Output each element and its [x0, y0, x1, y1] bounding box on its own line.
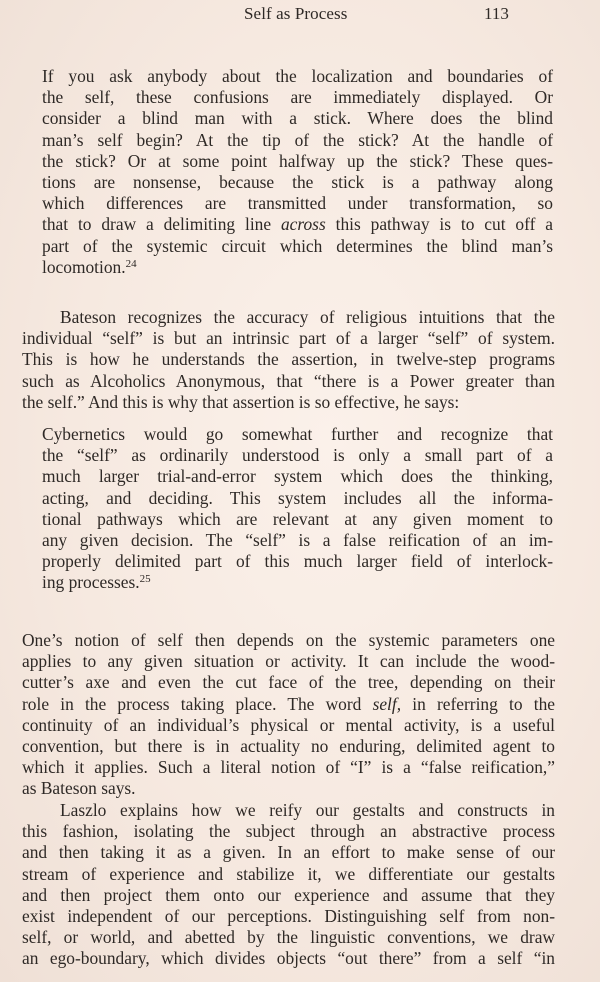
text-line: which differences are transmitted under transformation, so — [42, 193, 553, 214]
text-run: in referring to the — [401, 693, 555, 714]
text-line: as Bateson says. — [22, 778, 136, 799]
text-line: part of the systemic circuit which determines the blind man’s — [42, 235, 553, 256]
text-line: the “self” as ordinarily understood is only a small part of a — [42, 445, 553, 466]
text-run: locomotion. — [42, 256, 126, 277]
text-line: which it applies. Such a literal notion of “I” is a “false reification,” — [22, 757, 555, 778]
paragraph-notion-of-self — [22, 630, 555, 800]
text-line: One’s notion of self then depends on the systemic parameters one — [22, 630, 555, 650]
text-line: an ego-boundary, which divides objects “out there” from a self “in — [22, 948, 555, 969]
text-line: stream of experience and stabilize it, we differentiate our gestalts — [22, 863, 555, 884]
text-line: continuity of an individual’s physical or mental activity, is a useful — [22, 714, 555, 735]
text-line: tions are nonsense, because the stick is a pathway along — [42, 171, 553, 192]
text-line: cutter’s axe and even the cut face of the tree, depending on their — [22, 672, 555, 693]
text-run: role in the process taking place. The word — [22, 693, 373, 714]
block-quote-1 — [42, 66, 553, 278]
text-line: such as Alcoholics Anonymous, that “there is a Power greater than — [22, 370, 555, 391]
text-line — [42, 257, 553, 278]
text-line: acting, and deciding. This system includes all the informa- — [42, 487, 553, 508]
text-line — [22, 694, 555, 715]
text-line: this fashion, isolating the subject through an abstractive process — [22, 821, 555, 842]
block-quote-2 — [42, 424, 553, 594]
text-line: any given decision. The “self” is a false reification of an im- — [42, 529, 553, 550]
emphasis-across: across — [280, 214, 326, 235]
running-head — [0, 2, 600, 26]
text-run: ing processes. — [42, 572, 140, 593]
text-line: Bateson recognizes the accuracy of religious intuitions that the — [60, 307, 555, 327]
text-line: and then taking it as a given. In an effort to make sense of our — [22, 842, 555, 863]
text-line: applies to any given situation or activity. It can include the wood- — [22, 651, 555, 672]
text-run: this pathway is to cut off a — [325, 214, 553, 235]
text-line: convention, but there is in actuality no enduring, delimited agent to — [22, 735, 555, 756]
text-line: If you ask anybody about the localization and boundaries of — [42, 66, 553, 86]
footnote-marker-24[interactable]: 24 — [125, 257, 137, 270]
paragraph-bateson — [22, 307, 555, 413]
text-line: and then project them onto our experience and assume that they — [22, 884, 555, 905]
chapter-title: Self as Process — [244, 4, 348, 23]
text-line: Laszlo explains how we reify our gestalts and constructs in — [60, 800, 555, 820]
emphasis-self: self, — [372, 693, 402, 714]
text-line — [42, 572, 553, 593]
text-line: This is how he understands the assertion, in twelve-step programs — [22, 349, 555, 370]
text-line: much larger trial-and-error system which does the thinking, — [42, 466, 553, 487]
text-line: tional pathways which are relevant at any given moment to — [42, 508, 553, 529]
text-line: the self.” And this is why that assertion is so effective, he says: — [22, 391, 460, 412]
text-line: individual “self” is but an intrinsic part of a larger “self” of system. — [22, 328, 555, 349]
text-run: that to draw a delimiting line — [42, 214, 281, 235]
text-line: man’s self begin? At the tip of the stick? At the handle of — [42, 129, 553, 150]
paragraph-laszlo — [22, 800, 555, 970]
text-line: properly delimited part of this much larger field of interlock- — [42, 551, 553, 572]
text-line: Cybernetics would go somewhat further and recognize that — [42, 424, 553, 444]
footnote-marker-25[interactable]: 25 — [139, 573, 151, 586]
text-line: self, or world, and abetted by the linguistic conventions, we draw — [22, 927, 555, 948]
page-number: 113 — [484, 4, 509, 23]
text-line: the self, these confusions are immediately displayed. Or — [42, 87, 553, 108]
text-line: the stick? Or at some point halfway up the stick? These ques- — [42, 150, 553, 171]
text-line: exist independent of our perceptions. Distinguishing self from non- — [22, 905, 555, 926]
text-line — [42, 214, 553, 235]
text-line: consider a blind man with a stick. Where does the blind — [42, 108, 553, 129]
